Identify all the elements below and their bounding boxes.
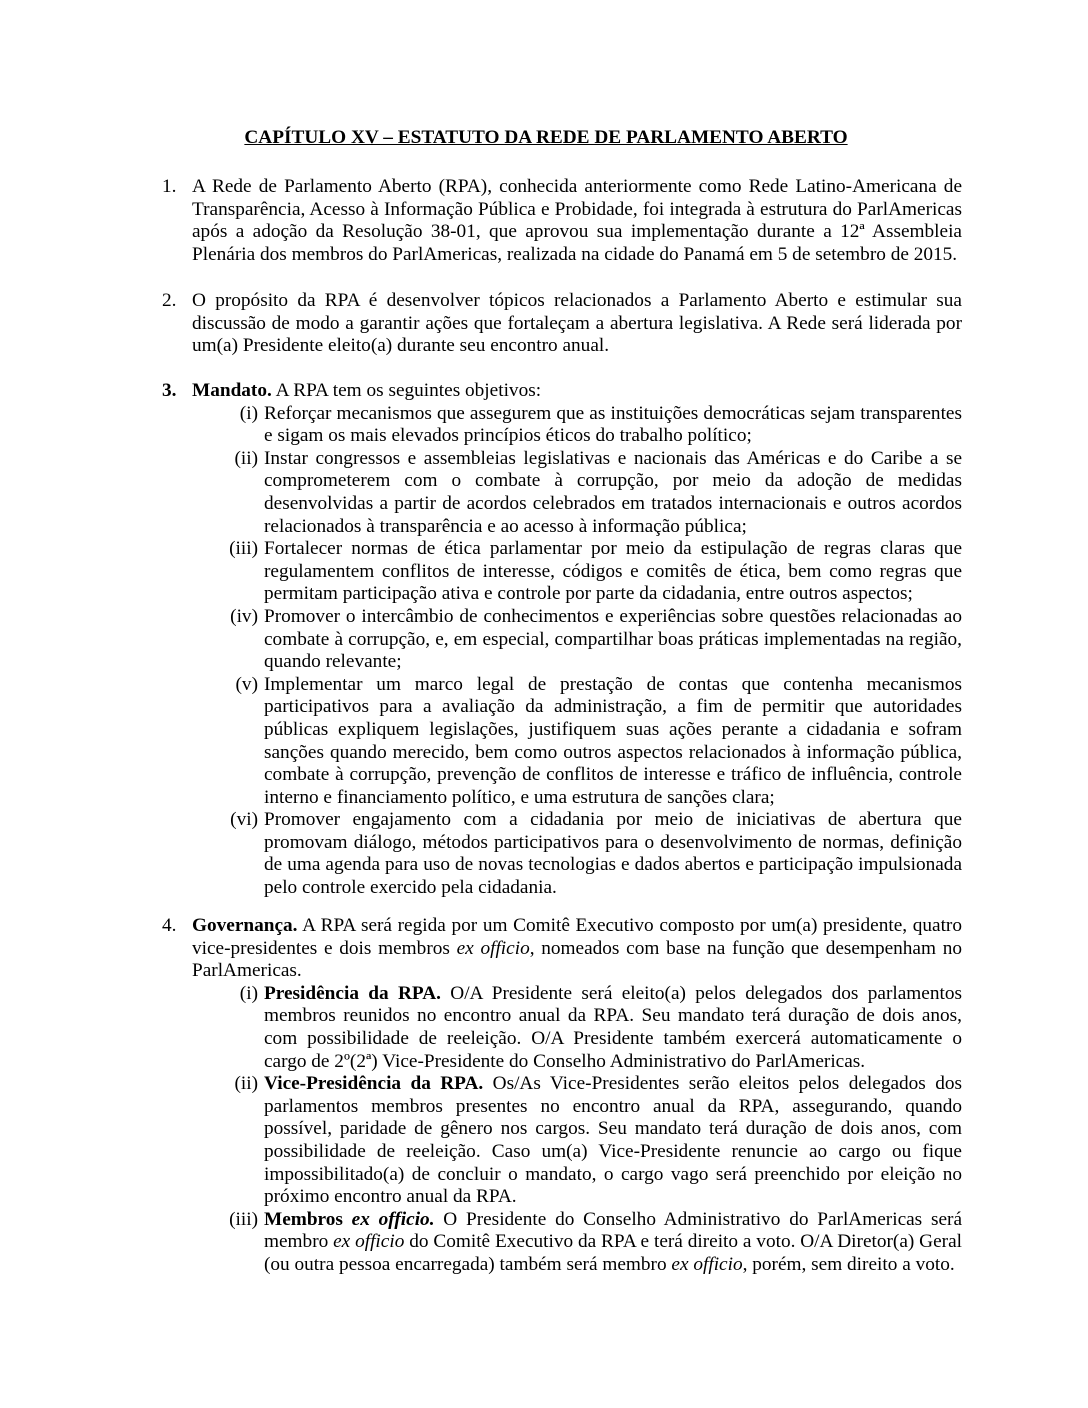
sub-item-number: (ii)	[234, 1073, 258, 1095]
sub-item-text-part: , porém, sem direito a voto.	[742, 1253, 955, 1275]
sub-item	[222, 403, 962, 448]
sub-item-text: Instar congressos e assembleias legislativas e nacionais das Américas e do Caribe a se comprometerem com o combate à corrupção, por meio da adoção de medidas desenvolvidas a partir de acordos celebrados em tratados internacionais e outros acordos relacionados à transparência e ao acesso à informação pública;	[264, 447, 962, 537]
item-text: O propósito da RPA é desenvolver tópicos relacionados a Parlamento Aberto e estimular sua discussão de modo a garantir ações que fortaleçam a abertura legislativa. A Rede será liderada por um(a) Presidente eleito(a) durante seu encontro anual.	[192, 290, 962, 357]
sub-item-number: (vi)	[230, 809, 258, 831]
sub-item-text-emphasis: ex officio	[333, 1231, 405, 1253]
sub-item-text-part: do Comitê Executivo da RPA e terá direito a voto. O/A Diretor(a) Geral (ou outra pessoa encarregada) também será membro	[264, 1231, 962, 1275]
item-number: 2.	[162, 290, 177, 311]
item-text-emphasis: ex officio	[456, 937, 530, 959]
sub-item-text: Promover engajamento com a cidadania por meio de iniciativas de abertura que promovam diálogo, métodos participativos para o desenvolvimento de normas, definição de uma agenda para uso de novas tecnologias e dados abertos e participação impulsionada pelo controle exercido pela cidadania.	[264, 809, 962, 899]
sub-item-number: (iv)	[230, 605, 258, 627]
sub-item	[222, 538, 962, 606]
sub-item-number: (iii)	[229, 538, 258, 560]
sub-item-text-emphasis: ex officio	[671, 1253, 743, 1275]
item-text-part: A RPA será regida por um Comitê Executivo composto por um(a) presidente, quatro vice-presidentes e dois membros	[192, 915, 962, 959]
sub-item-number: (ii)	[234, 447, 258, 469]
sub-item-number: (iii)	[229, 1208, 258, 1230]
sub-item-text: O/A Presidente será eleito(a) pelos delegados dos parlamentos membros reunidos no encontro anual da RPA. Seu mandato terá duração de dois anos, com possibilidade de reeleição. O/A Presidente também exercerá automaticamente o cargo de 2º(2ª) Vice-Presidente do Conselho Administrativo do ParlAmericas.	[264, 982, 962, 1072]
item-heading: Governança.	[192, 915, 298, 936]
sub-item	[222, 448, 962, 538]
item-text	[192, 915, 962, 983]
sub-item-text: Fortalecer normas de ética parlamentar por meio da estipulação de regras claras que regulamentem conflitos de interesse, códigos e comitês de ética, bem como regras que permitam participação ativa e controle por parte da cidadania, entre outros aspectos;	[264, 538, 962, 605]
sub-item	[222, 809, 962, 899]
sub-item-text: Promover o intercâmbio de conhecimentos e experiências sobre questões relacionadas ao combate à corrupção, e, em especial, compartilhar boas práticas implementadas na região, quando relevante;	[264, 605, 962, 673]
item-intro: A RPA tem os seguintes objetivos:	[271, 380, 542, 401]
sub-item-text: Reforçar mecanismos que assegurem que as instituições democráticas sejam transparentes e sigam os mais elevados princípios éticos do trabalho político;	[264, 402, 962, 447]
sub-list	[192, 983, 962, 1277]
sub-list	[192, 403, 962, 900]
item-text	[192, 380, 962, 403]
item-number: 1.	[162, 176, 177, 197]
sub-item-text-part: O Presidente do Conselho Administrativo do ParlAmericas será membro	[264, 1208, 962, 1253]
sub-item-text: Implementar um marco legal de prestação de contas que contenha mecanismos participativos para a avaliação da administração, a fim de permitir que autoridades públicas expliquem legislações, justifiquem suas ações perante a cidadania e sofram sanções quando merecido, bem como outros aspectos relacionados à informação pública, combate à corrupção, prevenção de conflitos de interesse e tráfico de influência, controle interno e financiamento político, e uma estrutura de sanções clara;	[264, 673, 962, 808]
item-number: 4.	[162, 915, 177, 936]
sub-item-heading: Membros	[264, 1208, 352, 1230]
sub-item-number: (v)	[235, 673, 258, 695]
sub-item	[222, 1073, 962, 1209]
item-number: 3.	[162, 380, 177, 401]
item-heading: Mandato.	[192, 380, 272, 401]
sub-item-text: Os/As Vice-Presidentes serão eleitos pelos delegados dos parlamentos membros presentes no encontro anual da RPA, assegurando, quando possível, paridade de gênero nos cargos. Seu mandato terá duração de dois anos, com possibilidade de reeleição. Caso um(a) Vice-Presidente renuncie ao cargo ou fique impossibilitado(a) de concluir o mandato, o cargo vago será preenchido por eleição no próximo encontro anual da RPA.	[264, 1073, 962, 1208]
item-text: A Rede de Parlamento Aberto (RPA), conhecida anteriormente como Rede Latino-Americana de Transparência, Acesso à Informação Pública e Probidade, foi integrada à estrutura do ParlAmericas após a adoção da Resolução 38-01, que aprovou sua implementação durante a 12ª Assembleia Plenária dos membros do ParlAmericas, realizada na cidade do Panamá em 5 de setembro de 2015.	[192, 176, 962, 265]
sub-item	[222, 1209, 962, 1277]
sub-item-heading: Vice-Presidência da RPA.	[264, 1073, 484, 1095]
sub-item-heading: Presidência da RPA.	[264, 982, 441, 1004]
sub-item-heading-emphasis: ex officio.	[351, 1208, 435, 1230]
sub-item	[222, 674, 962, 810]
sub-item-number: (i)	[239, 982, 258, 1004]
item-text-part: , nomeados com base na função que desempenham no ParlAmericas.	[192, 937, 962, 982]
sub-item	[222, 983, 962, 1073]
sub-item	[222, 606, 962, 674]
sub-item-number: (i)	[239, 402, 258, 424]
page-title: CAPÍTULO XV – ESTATUTO DA REDE DE PARLAMENTO ABERTO	[244, 127, 848, 148]
